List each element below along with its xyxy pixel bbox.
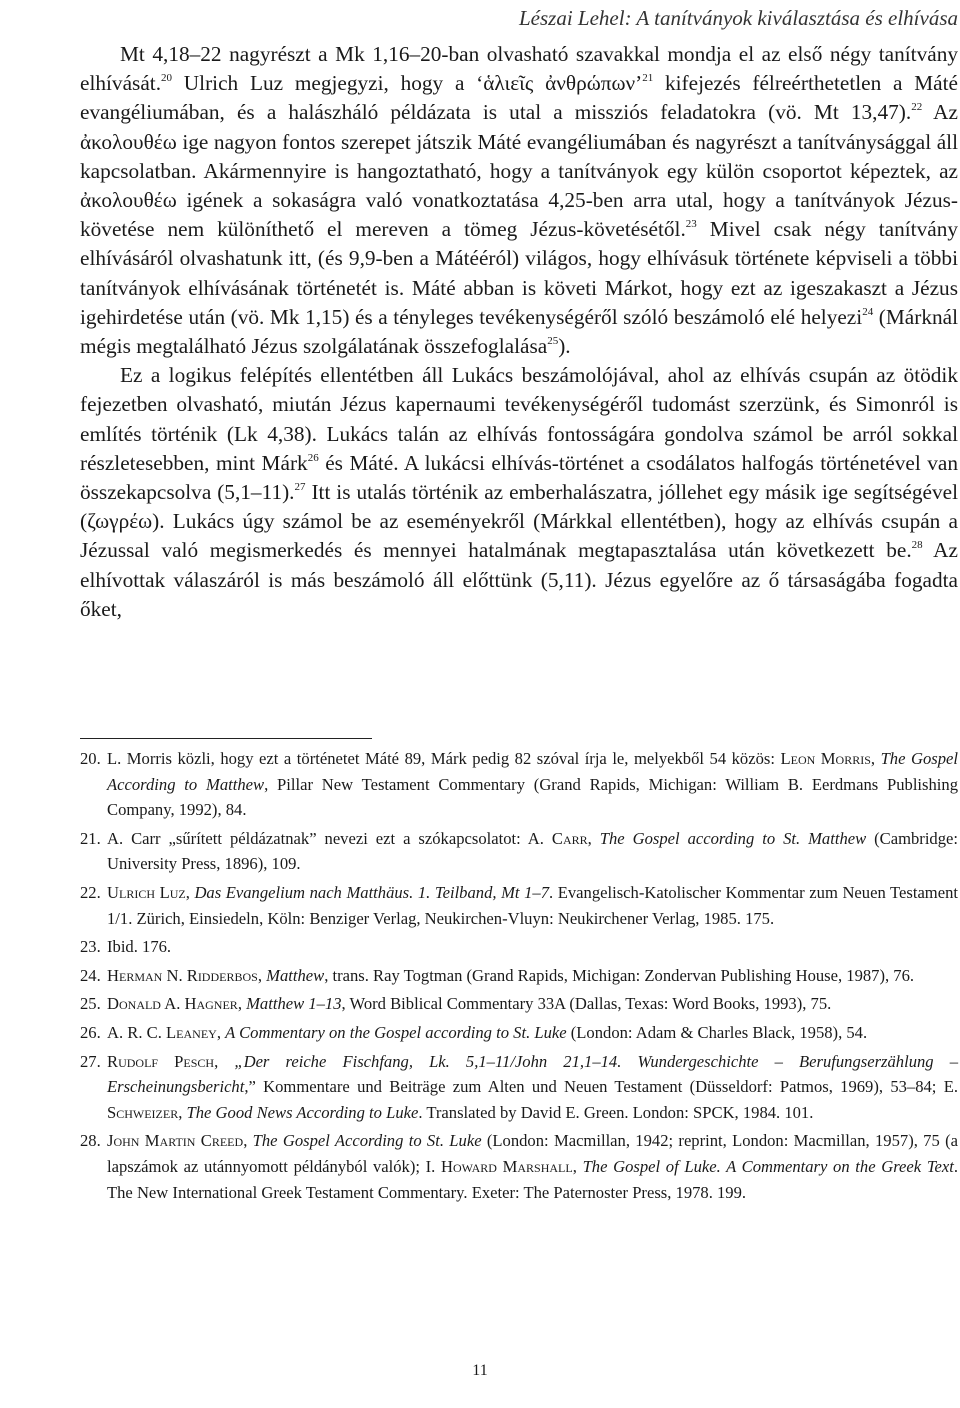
- text-run: ,: [178, 1102, 187, 1122]
- text-run: , trans. Ray Togtman (Grand Rapids, Michigan: Zondervan Publishing House, 1987), 76.: [324, 965, 915, 985]
- text-run: (London: Macmillan, 1942; reprint, London: Macmillan, 1957), 75 (a lapszámok az utánnyomott példányból valók); I.: [107, 1131, 958, 1176]
- paragraph: [80, 40, 958, 361]
- text-run: (London: Adam & Charles Black, 1958), 54.: [566, 1022, 868, 1042]
- footnote-text: [107, 826, 958, 877]
- text-run: Ez a logikus felépítés ellentétben áll Lukács beszámolójával, ahol az elhívás csupán az ötödik fejezetben olvasható, miután Jézus kapernaumi tevékenységéről tudomást szerzünk, és Simonról is említés történik (Lk 4,38). Lukács talán az elhívás fontosságára gondolva számol be arról sokkal részletesebben, mint Márk: [80, 363, 958, 475]
- text-run: Mivel csak négy tanítvány elhívásáról olvashatunk itt, (és 9,9-ben a Mátééról) világos, hogy elhívásuk története képviseli a többi tanítványok elhívásának történetét is. Máté abban is követi Márkot, hogy ezt az igeszakaszt a Jézus igehirdetése után (vö. Mk 1,15) és a tényleges tevékenységéről szóló beszámoló elé helyezi: [80, 217, 958, 329]
- text-run: , Word Biblical Commentary 33A (Dallas, Texas: Word Books, 1993), 75.: [341, 994, 832, 1014]
- footnote: [80, 746, 958, 823]
- text-run: ,: [214, 1051, 235, 1071]
- author-name: Donald A. Hagner: [107, 994, 238, 1014]
- text-run: ,: [572, 1156, 583, 1176]
- footnote-text: [107, 963, 958, 989]
- footnote-rule: [80, 738, 372, 739]
- text-run: . The New International Greek Testament Commentary. Exeter: The Paternoster Press, 1978. 199.: [107, 1156, 959, 1202]
- footnote: [80, 1049, 958, 1126]
- footnote: [80, 934, 958, 960]
- footnote-ref: 20: [161, 72, 173, 85]
- page-number: 11: [472, 1362, 488, 1379]
- text-run: Az ἀκολουθέω ige nagyon fontos szerepet játszik Máté evangéliumában és nagyrészt a tanítványsággal áll kapcsolatban. Akármennyire is hangoztatható, hogy a tanítványok egy külön csoportot képeztek, az ἀκολουθέω igének a sokaságra való vonatkoztatása 4,25-ben arra utal, hogy a tanítványok Jézus-követése nem különíthető el mereven a tömeg Jézus-követésétől.: [80, 100, 958, 242]
- text-run: ,: [243, 1131, 253, 1151]
- footnote-text: [107, 1049, 958, 1126]
- footnote-number: 28.: [80, 1131, 101, 1151]
- footnote-ref: 27: [294, 481, 306, 494]
- author-name: Leaney: [166, 1022, 217, 1042]
- footnote-ref: 28: [911, 539, 923, 552]
- text-run: és Máté. A lukácsi elhívás-történet a csodálatos halfogás történetével van összekapcsolva (5,1–11).: [80, 450, 958, 505]
- text-run: Ibid. 176.: [107, 937, 172, 957]
- author-name: Herman N. Ridderbos: [107, 965, 258, 985]
- text-run: L. Morris közli, hogy ezt a történetet Máté 89, Márk pedig 82 szóval írja le, melyekből 54 közös:: [107, 749, 781, 768]
- footnote-ref: 22: [911, 101, 923, 114]
- footnote-ref: 23: [685, 218, 697, 231]
- author-name: Schweizer: [107, 1102, 179, 1122]
- author-name: Leon Morris: [780, 749, 871, 768]
- footnote-ref: 24: [862, 305, 874, 318]
- italic-title: A Commentary on the Gospel according to St. Luke: [225, 1022, 567, 1042]
- footnote: [80, 1128, 958, 1205]
- text-run: ,: [870, 749, 881, 768]
- paragraph: [80, 361, 958, 624]
- author-name: Ulrich Luz: [107, 882, 186, 902]
- italic-title: The Gospel According to Matthew: [107, 749, 958, 794]
- author-name: John Martin Creed: [107, 1131, 244, 1151]
- footnotes: [80, 746, 958, 1208]
- text-run: kifejezés félreérthetetlen a Máté evangéliumában, és a halászháló példázata is utal a missziós feladatokra (vö. Mt 13,47).: [80, 71, 958, 125]
- text-run: ).: [558, 334, 571, 359]
- footnote-text: [107, 880, 958, 931]
- italic-title: The Gospel according to St. Matthew: [599, 828, 867, 848]
- footnote: [80, 880, 958, 931]
- footnote-text: [107, 746, 958, 823]
- author-name: Howard Marshall: [440, 1156, 573, 1176]
- footnote-number: 23.: [80, 937, 101, 957]
- footnote-number: 22.: [80, 882, 101, 902]
- author-name: Rudolf Pesch: [107, 1051, 215, 1071]
- text-run: Itt is utalás történik az emberhalászatra, jóllehet egy másik ige segítségével (ζωγρέω). Lukács úgy számol be az eseményekről (Márkkal ellentétben), hogy az elhívás csupán a Jézussal való megismerkedés és mennyei hatalmának megtapasztalása után következett be.: [80, 480, 958, 563]
- text-run: ,: [237, 994, 247, 1014]
- footnote: [80, 963, 958, 989]
- text-run: A. Carr „sűrített példázatnak” nevezi ezt a szókapcsolatot: A.: [107, 828, 552, 848]
- italic-title: Matthew: [266, 965, 325, 985]
- footnote-ref: 26: [307, 451, 319, 464]
- italic-title: The Gospel of Luke. A Commentary on the Greek Text: [582, 1156, 954, 1176]
- footnote-text: [107, 991, 958, 1017]
- footnote-number: 21.: [80, 828, 101, 848]
- footnote: [80, 826, 958, 877]
- running-head: Lészai Lehel: A tanítványok kiválasztása és elhívása: [518, 6, 958, 30]
- text-run: ,” Kommentare und Beiträge zum Alten und Neuen Testament (Düsseldorf: Patmos, 1969), 53–84; E.: [244, 1077, 958, 1097]
- text-run: Mt 4,18–22 nagyrészt a Mk 1,16–20-ban olvasható szavakkal mondja el az első négy tanítvány elhívását.: [80, 42, 958, 96]
- author-name: Carr: [551, 828, 588, 848]
- text-run: , Pillar New Testament Commentary (Grand Rapids, Michigan: William B. Eerdmans Publishing Company, 1992), 84.: [107, 774, 958, 820]
- italic-title: „Der reiche Fischfang, Lk. 5,1–11/John 21,1–14. Wundergeschichte – Berufungserzählung – Erscheinungsbericht: [107, 1051, 959, 1097]
- text-run: ,: [257, 965, 267, 985]
- footnote-number: 24.: [80, 965, 101, 985]
- footnote-number: 25.: [80, 994, 101, 1014]
- text-run: (Cambridge: University Press, 1896), 109.: [107, 828, 959, 874]
- footnote: [80, 991, 958, 1017]
- footnote-text: [107, 934, 958, 960]
- footnote-ref: 21: [642, 72, 654, 85]
- text-run: . Evangelisch-Katolischer Kommentar zum Neuen Testament 1/1. Zürich, Einsiedeln, Köln: Benziger Verlag, Neukirchen-Vluyn: Neukirchener Verlag, 1985. 175.: [107, 882, 958, 928]
- footnote-text: [107, 1020, 958, 1046]
- footnote-number: 20.: [80, 749, 101, 768]
- italic-title: The Gospel According to St. Luke: [252, 1131, 482, 1151]
- italic-title: The Good News According to Luke: [186, 1102, 419, 1122]
- text-run: Ulrich Luz megjegyzi, hogy a ‘ἁλιεῖς ἀνθρώπων’: [172, 71, 643, 96]
- footnote-ref: 25: [547, 335, 559, 348]
- footnote: [80, 1020, 958, 1046]
- italic-title: Matthew 1–13: [246, 994, 342, 1014]
- italic-title: Das Evangelium nach Matthäus. 1. Teilband, Mt 1–7: [194, 882, 550, 902]
- text-run: (Márknál mégis megtalálható Jézus szolgálatának összefoglalása: [80, 304, 958, 359]
- text-run: Az elhívottak válaszáról is más beszámoló áll előttünk (5,11). Jézus egyelőre az ő társaságába fogadta őket,: [80, 538, 958, 621]
- text-run: . Translated by David E. Green. London: SPCK, 1984. 101.: [418, 1102, 814, 1122]
- footnote-number: 27.: [80, 1051, 101, 1071]
- footnote-text: [107, 1128, 958, 1205]
- text-run: ,: [185, 882, 195, 902]
- text-run: ,: [587, 828, 600, 848]
- text-run: A. R. C.: [107, 1022, 167, 1042]
- text-run: ,: [216, 1022, 226, 1042]
- footnote-number: 26.: [80, 1022, 101, 1042]
- main-text: [80, 40, 958, 624]
